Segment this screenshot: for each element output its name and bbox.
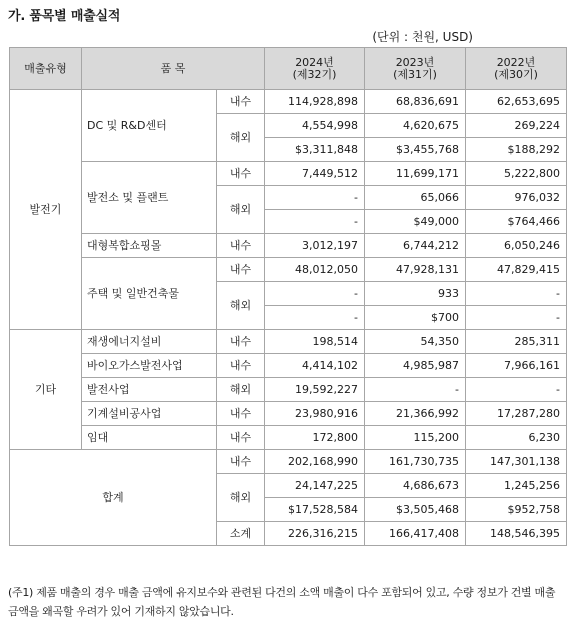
- item-renew: 재생에너지설비: [82, 330, 217, 354]
- cell: 19,592,227: [265, 378, 365, 402]
- unit-label: (단위 : 천원, USD): [372, 30, 473, 44]
- sub-label: 내수: [217, 330, 265, 354]
- table-row: [10, 402, 567, 426]
- cell: 62,653,695: [466, 90, 567, 114]
- cell: 202,168,990: [265, 450, 365, 474]
- sub-label: 내수: [217, 258, 265, 282]
- cell: 6,230: [466, 426, 567, 450]
- cell: -: [265, 282, 365, 306]
- cell: 65,066: [365, 186, 466, 210]
- table-row: [10, 330, 567, 354]
- cell: 11,699,171: [365, 162, 466, 186]
- item-mall: 대형복합쇼핑몰: [82, 234, 217, 258]
- sub-label: 해외: [217, 114, 265, 162]
- cell: $3,311,848: [265, 138, 365, 162]
- cell: -: [466, 282, 567, 306]
- sub-label: 내수: [217, 450, 265, 474]
- cell: $700: [365, 306, 466, 330]
- header-sales-type: 매출유형: [10, 48, 82, 90]
- cell: 6,744,212: [365, 234, 466, 258]
- table-row: [10, 450, 567, 474]
- cell: 23,980,916: [265, 402, 365, 426]
- table-row: [10, 234, 567, 258]
- sub-label: 해외: [217, 282, 265, 330]
- cell: 6,050,246: [466, 234, 567, 258]
- cell: 17,287,280: [466, 402, 567, 426]
- cell: 3,012,197: [265, 234, 365, 258]
- cell: 1,245,256: [466, 474, 567, 498]
- cell: 115,200: [365, 426, 466, 450]
- cell: $17,528,584: [265, 498, 365, 522]
- table-row: [10, 378, 567, 402]
- item-gen: 발전사업: [82, 378, 217, 402]
- cell: 24,147,225: [265, 474, 365, 498]
- cell: $3,505,468: [365, 498, 466, 522]
- sub-label: 내수: [217, 162, 265, 186]
- item-mech: 기계설비공사업: [82, 402, 217, 426]
- cell: 4,554,998: [265, 114, 365, 138]
- cell: 147,301,138: [466, 450, 567, 474]
- cell: -: [265, 186, 365, 210]
- group-other: 기타: [10, 330, 82, 450]
- cell: $3,455,768: [365, 138, 466, 162]
- table-row: [10, 90, 567, 114]
- header-item: 품 목: [82, 48, 265, 90]
- sub-label: 해외: [217, 474, 265, 522]
- cell: -: [265, 306, 365, 330]
- group-power: 발전기: [10, 90, 82, 330]
- cell: 166,417,408: [365, 522, 466, 546]
- cell: 4,985,987: [365, 354, 466, 378]
- item-dc: DC 및 R&D센터: [82, 90, 217, 162]
- cell: 68,836,691: [365, 90, 466, 114]
- header-2023: 2023년 (제31기): [365, 48, 466, 90]
- cell: 4,620,675: [365, 114, 466, 138]
- cell: 976,032: [466, 186, 567, 210]
- header-row: [10, 48, 567, 90]
- cell: 21,366,992: [365, 402, 466, 426]
- sub-label: 내수: [217, 354, 265, 378]
- cell: $49,000: [365, 210, 466, 234]
- sub-label: 내수: [217, 426, 265, 450]
- header-2024: 2024년 (제32기): [265, 48, 365, 90]
- cell: 47,928,131: [365, 258, 466, 282]
- header-2022: 2022년 (제30기): [466, 48, 567, 90]
- cell: 269,224: [466, 114, 567, 138]
- group-total: 합계: [10, 450, 217, 546]
- cell: 48,012,050: [265, 258, 365, 282]
- cell: $188,292: [466, 138, 567, 162]
- cell: $764,466: [466, 210, 567, 234]
- sales-by-item-table: [9, 47, 567, 546]
- table-row: [10, 162, 567, 186]
- cell: 7,449,512: [265, 162, 365, 186]
- cell: 4,414,102: [265, 354, 365, 378]
- sub-label: 내수: [217, 234, 265, 258]
- footnote: (주1) 제품 매출의 경우 매출 금액에 유지보수와 관련된 다건의 소액 매출이 다수 포함되어 있고, 수량 정보가 건별 매출 금액을 왜곡할 우려가 있어 기재하지 않았습니다.: [8, 586, 556, 618]
- sub-label: 내수: [217, 90, 265, 114]
- sub-label: 소계: [217, 522, 265, 546]
- cell: -: [265, 210, 365, 234]
- cell: 933: [365, 282, 466, 306]
- section-title: 가. 품목별 매출실적: [8, 9, 121, 24]
- cell: 114,928,898: [265, 90, 365, 114]
- cell: $952,758: [466, 498, 567, 522]
- sub-label: 해외: [217, 378, 265, 402]
- cell: 7,966,161: [466, 354, 567, 378]
- cell: 172,800: [265, 426, 365, 450]
- table-row: [10, 258, 567, 282]
- cell: 285,311: [466, 330, 567, 354]
- cell: -: [365, 378, 466, 402]
- cell: 198,514: [265, 330, 365, 354]
- cell: 47,829,415: [466, 258, 567, 282]
- cell: 5,222,800: [466, 162, 567, 186]
- sub-label: 해외: [217, 186, 265, 234]
- cell: 226,316,215: [265, 522, 365, 546]
- cell: -: [466, 378, 567, 402]
- cell: 54,350: [365, 330, 466, 354]
- table-row: [10, 354, 567, 378]
- item-housing: 주택 및 일반건축물: [82, 258, 217, 330]
- table-row: [10, 426, 567, 450]
- item-lease: 임대: [82, 426, 217, 450]
- cell: 161,730,735: [365, 450, 466, 474]
- cell: 148,546,395: [466, 522, 567, 546]
- cell: 4,686,673: [365, 474, 466, 498]
- cell: -: [466, 306, 567, 330]
- item-biogas: 바이오가스발전사업: [82, 354, 217, 378]
- sub-label: 내수: [217, 402, 265, 426]
- item-plant: 발전소 및 플랜트: [82, 162, 217, 234]
